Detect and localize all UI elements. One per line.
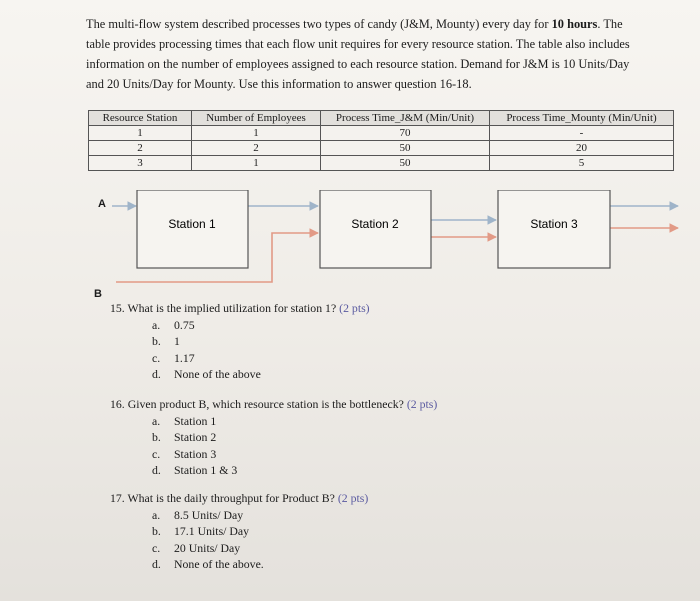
- answer-option[interactable]: [110, 350, 370, 367]
- option-letter: a.: [152, 507, 161, 522]
- question-stem: [110, 300, 370, 317]
- table-cell: 2: [89, 141, 192, 156]
- option-text: Station 3: [174, 446, 217, 461]
- option-text: Station 1: [174, 413, 217, 428]
- table-header-row: [89, 111, 674, 126]
- option-text: Station 1 & 3: [174, 463, 238, 477]
- option-text: 20 Units/ Day: [174, 540, 241, 555]
- option-letter: a.: [152, 413, 161, 428]
- answer-option[interactable]: [110, 429, 437, 446]
- option-text: 1: [174, 334, 180, 348]
- option-text: 8.5 Units/ Day: [174, 507, 244, 522]
- stem-text: 15. What is the implied utilization for station 1?: [110, 301, 337, 315]
- intro-hours: 10 hours: [551, 17, 598, 31]
- question-stem: [110, 396, 437, 413]
- problem-intro: [86, 14, 646, 94]
- table-cell: 3: [89, 156, 192, 171]
- option-letter: c.: [152, 540, 161, 555]
- question-17: [110, 490, 368, 573]
- option-text: 1.17: [174, 350, 195, 365]
- header-resource-station: Resource Station: [89, 111, 192, 126]
- option-letter: d.: [152, 463, 161, 477]
- option-text: None of the above: [174, 367, 261, 381]
- table-cell: 2: [192, 141, 321, 156]
- table-cell: 1: [89, 126, 192, 141]
- table-row: [89, 126, 674, 141]
- option-text: 0.75: [174, 317, 195, 332]
- table-cell: 50: [321, 156, 490, 171]
- table-cell: 50: [321, 141, 490, 156]
- header-time-jm: Process Time_J&M (Min/Unit): [321, 111, 490, 126]
- answer-option[interactable]: [110, 540, 368, 557]
- header-employees: Number of Employees: [192, 111, 321, 126]
- station-3-label: Station 3: [530, 217, 578, 231]
- points-label: (2 pts): [339, 301, 370, 315]
- table-row: [89, 156, 674, 171]
- answer-option[interactable]: [110, 317, 370, 334]
- option-letter: d.: [152, 367, 161, 381]
- option-text: Station 2: [174, 430, 217, 444]
- station-1-label: Station 1: [168, 217, 216, 231]
- option-letter: b.: [152, 334, 161, 348]
- stem-text: 16. Given product B, which resource station is the bottleneck?: [110, 397, 404, 411]
- option-letter: b.: [152, 524, 161, 538]
- answer-option[interactable]: [110, 523, 368, 540]
- points-label: (2 pts): [406, 397, 438, 411]
- stem-text: 17. What is the daily throughput for Product B?: [110, 491, 335, 505]
- flow-b-label: B: [94, 288, 102, 300]
- option-letter: c.: [152, 446, 161, 461]
- resource-table: [88, 110, 674, 171]
- header-time-mounty: Process Time_Mounty (Min/Unit): [490, 111, 674, 126]
- table-cell: 70: [321, 126, 490, 141]
- answer-option[interactable]: [110, 446, 437, 463]
- table-cell: -: [490, 126, 674, 141]
- answer-option[interactable]: [110, 462, 437, 479]
- points-label: (2 pts): [337, 491, 369, 505]
- option-text: None of the above.: [174, 557, 264, 571]
- intro-text-2: . The table provides processing times that each flow unit requires for every resource station. The table also includes information on the number of employees assigned to each resource station. Demand for J&M is 10 Units/Day and 20 Units/Day for Mounty. Use this information to answer question 16-18.: [86, 17, 630, 91]
- answer-option[interactable]: [110, 333, 370, 350]
- question-stem: [110, 490, 368, 507]
- table-row: [89, 141, 674, 156]
- option-letter: d.: [152, 557, 161, 571]
- question-16: [110, 396, 437, 479]
- station-2-label: Station 2: [351, 217, 399, 231]
- option-text: 17.1 Units/ Day: [174, 524, 250, 538]
- intro-text-1: The multi-flow system described processes two types of candy (J&M, Mounty) every day for: [86, 17, 552, 31]
- option-letter: a.: [152, 317, 161, 332]
- table-cell: 5: [490, 156, 674, 171]
- answer-option[interactable]: [110, 413, 437, 430]
- table-cell: 20: [490, 141, 674, 156]
- table-cell: 1: [192, 156, 321, 171]
- answer-option[interactable]: [110, 366, 370, 383]
- table-cell: 1: [192, 126, 321, 141]
- flow-a-label: A: [98, 198, 106, 210]
- answer-option[interactable]: [110, 556, 368, 573]
- option-letter: c.: [152, 350, 161, 365]
- answer-option[interactable]: [110, 507, 368, 524]
- question-15: [110, 300, 370, 383]
- option-letter: b.: [152, 430, 161, 444]
